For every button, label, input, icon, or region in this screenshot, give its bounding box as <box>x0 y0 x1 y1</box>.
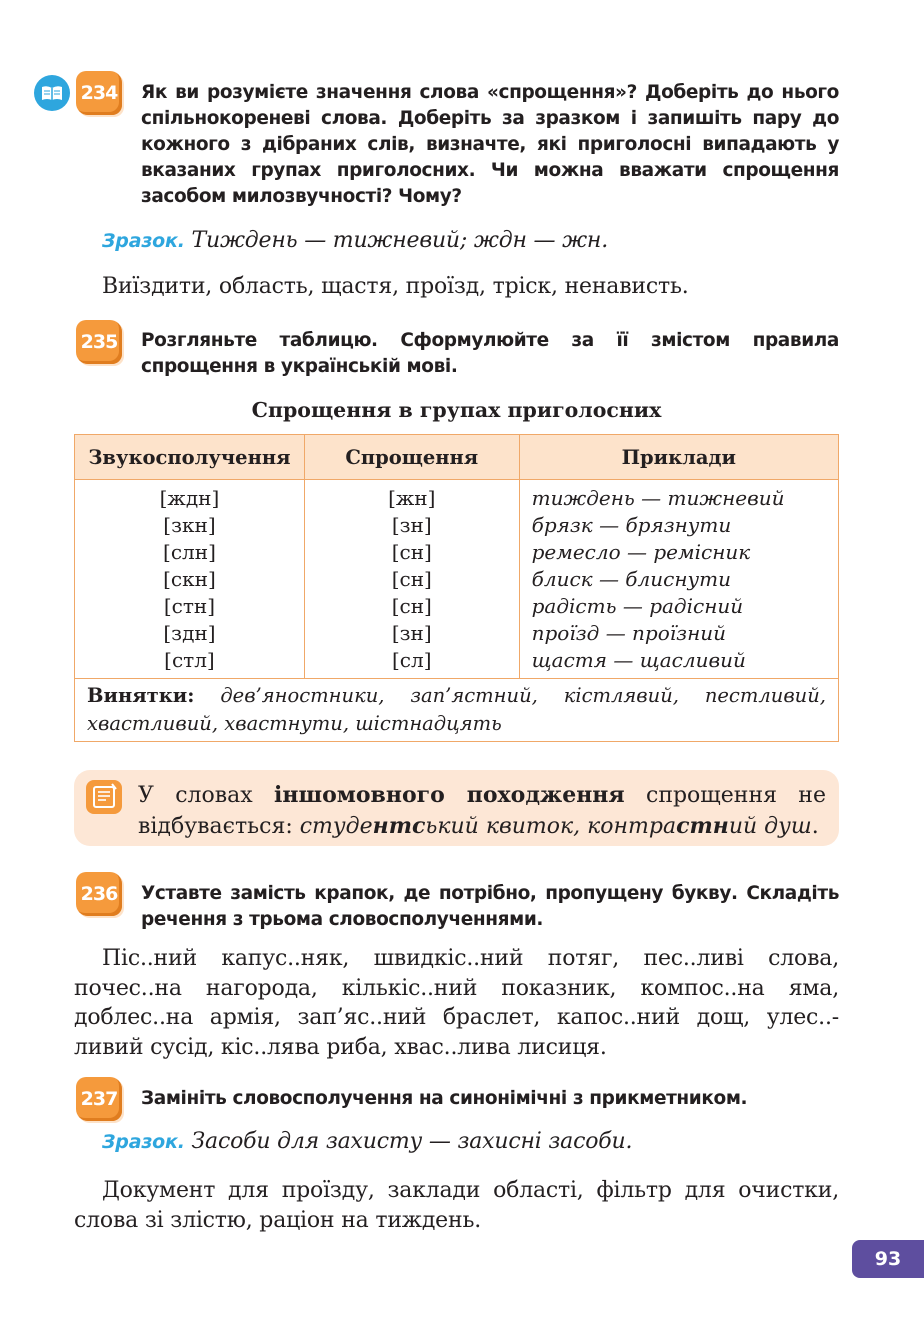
note-example <box>300 814 812 839</box>
table-cell: [стн] <box>163 594 216 618</box>
note-example-part: студе <box>299 814 373 839</box>
table-cell: [зн] <box>391 513 432 537</box>
simplification-table <box>74 434 839 742</box>
column-header: Звукосполучення <box>75 435 305 480</box>
table-cell: [жн] <box>388 486 436 510</box>
exercise-number-badge: 237 <box>76 1077 122 1121</box>
notebook-icon <box>86 780 122 814</box>
exercise-number-badge: 236 <box>76 872 122 916</box>
table-cell: [сн] <box>391 567 432 591</box>
table-cell: щастя — щасливий <box>531 648 746 672</box>
table-cell: тиждень — тижневий <box>531 486 785 510</box>
exercise-237-text: Документ для проїзду, заклади області, фільтр для очистки, слова зі злістю, раціон на тиждень. <box>74 1178 839 1233</box>
exercise-234-sample <box>102 226 839 257</box>
note-text-part: У словах <box>138 783 274 808</box>
exercise-234-words: Виїздити, область, щастя, проїзд, тріск, ненависть. <box>102 274 689 299</box>
simplification-cell <box>304 480 519 679</box>
table-cell: ремесло — ремісник <box>531 540 751 564</box>
table-cell: [здн] <box>163 621 216 645</box>
table-cell: [стл] <box>164 648 215 672</box>
exercise-236-text: Піс..ний капус..няк, швидкіс..ний потяг, пес..ливі слова, почес..на нагорода, кількіс..ний показник, компос..на яма, доблес..на армія, зап’яс..ний браслет, капос..ний дощ, улес..-ливий сусід, кіс..лява риба, хвас..лива лисиця. <box>74 946 839 1060</box>
exercise-237-task: Замініть словосполучення на синонімічні з прикметником. <box>141 1088 748 1109</box>
exercise-number-badge: 235 <box>76 320 122 364</box>
table-cell: [ждн] <box>159 486 220 510</box>
table-cell: проїзд — проїзний <box>531 621 727 645</box>
sample-label: Зразок. <box>102 1131 185 1153</box>
exercise-237-sample <box>102 1127 839 1158</box>
page-number: 93 <box>852 1240 924 1278</box>
sound-combinations-cell <box>75 480 305 679</box>
table-title: Спрощення в групах приголосних <box>251 398 662 422</box>
table-cell: [сл] <box>392 648 432 672</box>
table-cell: блиск — блиснути <box>531 567 731 591</box>
table-cell: [сн] <box>391 594 432 618</box>
exercise-number-badge: 234 <box>76 71 122 115</box>
note-example-part: ий душ <box>728 814 812 839</box>
column-header: Приклади <box>519 435 838 480</box>
column-header: Спрощення <box>304 435 519 480</box>
exercise-234-task: Як ви розумієте значення слова «спрощення»? Доберіть до нього спільнокореневі слова. Доберіть за зразком і запишіть пару до кожного з дібраних слів, визначте, які приголосні випадають у вказаних групах приголосних. Чи можна вважати спрощення засобом милозвучності? Чому? <box>141 82 839 207</box>
examples-cell <box>519 480 838 679</box>
note-example-highlight: стн <box>676 813 729 839</box>
table-cell: [скн] <box>163 567 216 591</box>
table-cell: [сн] <box>391 540 432 564</box>
exceptions-label: Винятки: <box>87 684 195 707</box>
note-example-highlight: нтс <box>372 813 426 839</box>
note-example-part: ький квиток, контра <box>425 814 677 839</box>
sample-text: Засоби для захисту — захисні засоби. <box>191 1129 633 1154</box>
note-bold-term: іншомовного походження <box>274 782 625 808</box>
exceptions-text: дев’яностники, зап’ястний, кістлявий, пестливий, хвастливий, хвастнути, шістнадцять <box>87 684 826 735</box>
note-text-part: спрощення не відбувається: <box>138 783 826 839</box>
rule-note-box <box>74 770 839 846</box>
sample-text: Тиждень — тижневий; ждн — жн. <box>191 228 609 253</box>
table-cell: [слн] <box>163 540 216 564</box>
exceptions-row <box>75 679 839 742</box>
table-cell: [зн] <box>391 621 432 645</box>
table-cell: брязк — брязнути <box>531 513 732 537</box>
exercise-235-task: Розгляньте таблицю. Сформулюйте за її змістом правила спрощення в українській мові. <box>141 330 839 377</box>
book-icon <box>34 75 70 111</box>
note-text <box>138 780 826 842</box>
table-cell: радість — радісний <box>531 594 744 618</box>
exercise-236-task: Уставте замість крапок, де потрібно, пропущену букву. Складіть речення з трьома словосполученнями. <box>141 883 839 930</box>
sample-label: Зразок. <box>102 230 185 252</box>
table-cell: [зкн] <box>163 513 216 537</box>
note-text-part: . <box>811 814 819 839</box>
